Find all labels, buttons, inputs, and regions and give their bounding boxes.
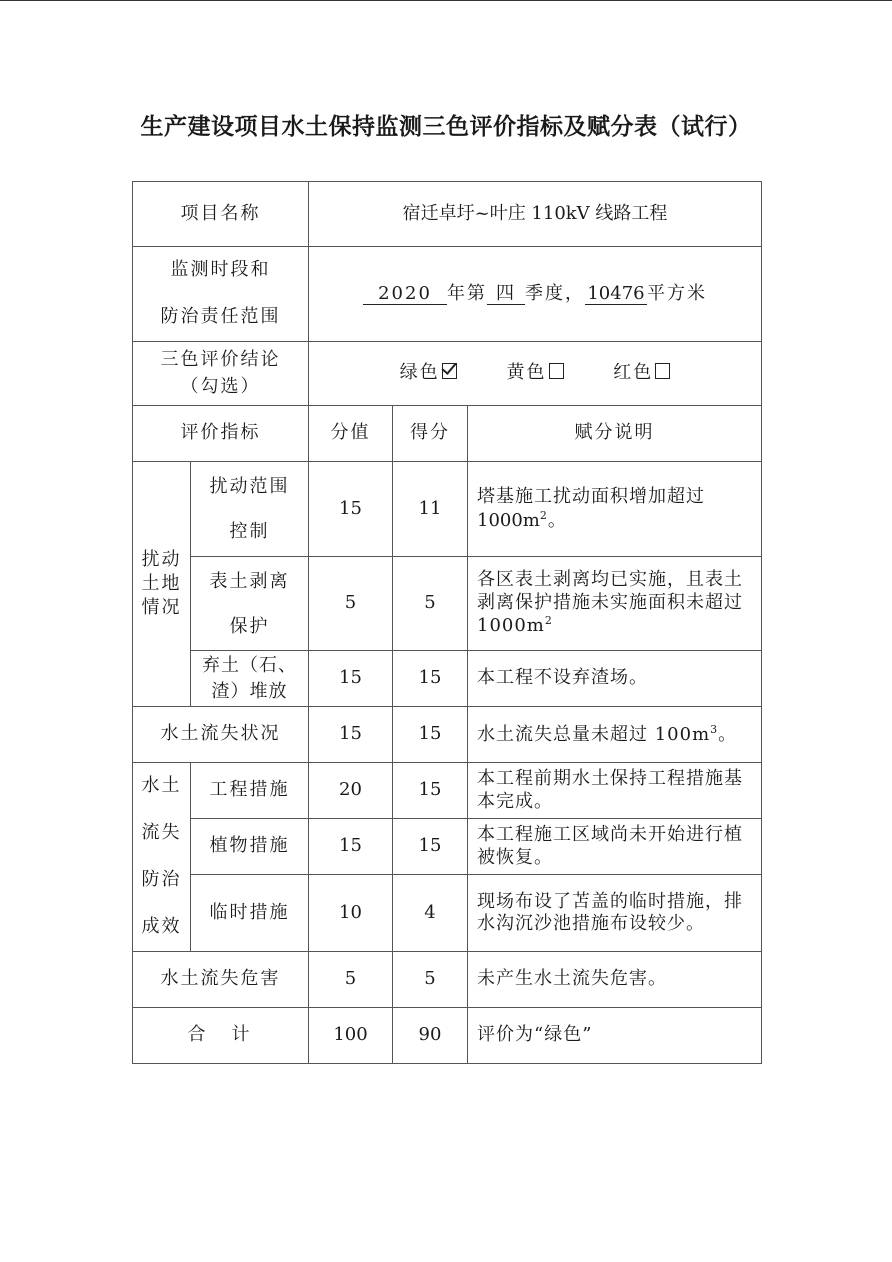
- period-area: 10476: [585, 284, 647, 305]
- table-row: [133, 952, 762, 1008]
- description-cell: 未产生水土流失危害。: [468, 952, 762, 1008]
- checked-box-icon[interactable]: [442, 363, 457, 379]
- total-obtained: 90: [393, 1008, 468, 1064]
- total-row: [133, 1008, 762, 1064]
- table-row: [133, 875, 762, 952]
- unchecked-box-icon[interactable]: [549, 363, 564, 379]
- project-label: 项目名称: [133, 182, 309, 247]
- total-score: 100: [309, 1008, 393, 1064]
- period-label-line2: 防治责任范围: [160, 306, 281, 327]
- indicator-name: 临时措施: [191, 875, 309, 952]
- conclusion-label-line2: （勾选）: [180, 375, 261, 397]
- table-row: [133, 819, 762, 875]
- header-row: [133, 406, 762, 462]
- option-yellow[interactable]: 黄色: [507, 361, 564, 385]
- top-border-line: [0, 0, 892, 1]
- score-cell: 20: [309, 763, 393, 819]
- obtained-cell: 15: [393, 707, 468, 763]
- description-cell: 本工程不设弃渣场。: [468, 651, 762, 707]
- score-cell: 5: [309, 952, 393, 1008]
- header-obtained: 得分: [393, 406, 468, 462]
- obtained-cell: 4: [393, 875, 468, 952]
- period-quarter: 四: [487, 284, 525, 305]
- indicator-name: 水土流失危害: [133, 952, 309, 1008]
- description-cell: 各区表土剥离均已实施，且表土剥离保护措施未实施面积未超过 $1000m^2$: [468, 557, 762, 651]
- page-title: 生产建设项目水土保持监测三色评价指标及赋分表（试行）: [140, 114, 752, 140]
- score-cell: 15: [309, 651, 393, 707]
- header-score: 分值: [309, 406, 393, 462]
- indicator-name: 植物措施: [191, 819, 309, 875]
- table-row: [133, 557, 762, 651]
- period-year: 2020: [363, 284, 447, 305]
- score-cell: 15: [309, 462, 393, 557]
- score-cell: 15: [309, 819, 393, 875]
- evaluation-table: [132, 181, 762, 1064]
- obtained-cell: 15: [393, 819, 468, 875]
- period-year-suffix: 年第: [447, 282, 487, 304]
- description-cell: 现场布设了苫盖的临时措施，排水沟沉沙池措施布设较少。: [468, 875, 762, 952]
- indicator-name: 工程措施: [191, 763, 309, 819]
- score-cell: 5: [309, 557, 393, 651]
- obtained-cell: 11: [393, 462, 468, 557]
- header-indicator: 评价指标: [133, 406, 309, 462]
- table-row: [133, 462, 762, 557]
- option-red[interactable]: 红色: [613, 361, 670, 385]
- period-row: [133, 247, 762, 342]
- project-name: 宿迁卓圩~叶庄 110kV 线路工程: [309, 182, 762, 247]
- indicator-name: 水土流失状况: [133, 707, 309, 763]
- unchecked-box-icon[interactable]: [655, 363, 670, 379]
- group1-label: 扰动 土地 情况: [133, 462, 191, 707]
- conclusion-options: [309, 342, 762, 406]
- score-cell: 15: [309, 707, 393, 763]
- total-description: 评价为“绿色”: [468, 1008, 762, 1064]
- period-value: [309, 247, 762, 342]
- conclusion-row: [133, 342, 762, 406]
- table-row: [133, 707, 762, 763]
- description-cell: 水土流失总量未超过 $100m^3$。: [468, 707, 762, 763]
- description-cell: 本工程前期水土保持工程措施基本完成。: [468, 763, 762, 819]
- period-area-unit: 平方米: [647, 282, 707, 304]
- project-row: [133, 182, 762, 247]
- score-cell: 10: [309, 875, 393, 952]
- total-label: 合 计: [133, 1008, 309, 1064]
- table-row: [133, 763, 762, 819]
- period-label: [133, 247, 309, 342]
- header-description: 赋分说明: [468, 406, 762, 462]
- indicator-name: 弃土（石、 渣）堆放: [191, 651, 309, 707]
- table-row: [133, 651, 762, 707]
- obtained-cell: 15: [393, 651, 468, 707]
- period-label-line1: 监测时段和: [170, 259, 271, 281]
- conclusion-label-line1: 三色评价结论: [160, 349, 281, 371]
- indicator-name: 表土剥离 保护: [191, 557, 309, 651]
- option-green[interactable]: 绿色: [400, 361, 457, 385]
- obtained-cell: 5: [393, 557, 468, 651]
- obtained-cell: 15: [393, 763, 468, 819]
- group2-label: 水土 流失 防治 成效: [133, 763, 191, 952]
- description-cell: 本工程施工区域尚未开始进行植被恢复。: [468, 819, 762, 875]
- conclusion-label: [133, 342, 309, 406]
- obtained-cell: 5: [393, 952, 468, 1008]
- indicator-name: 扰动范围 控制: [191, 462, 309, 557]
- description-cell: 塔基施工扰动面积增加超过 $1000m^2$。: [468, 462, 762, 557]
- period-quarter-suffix: 季度，: [525, 282, 585, 304]
